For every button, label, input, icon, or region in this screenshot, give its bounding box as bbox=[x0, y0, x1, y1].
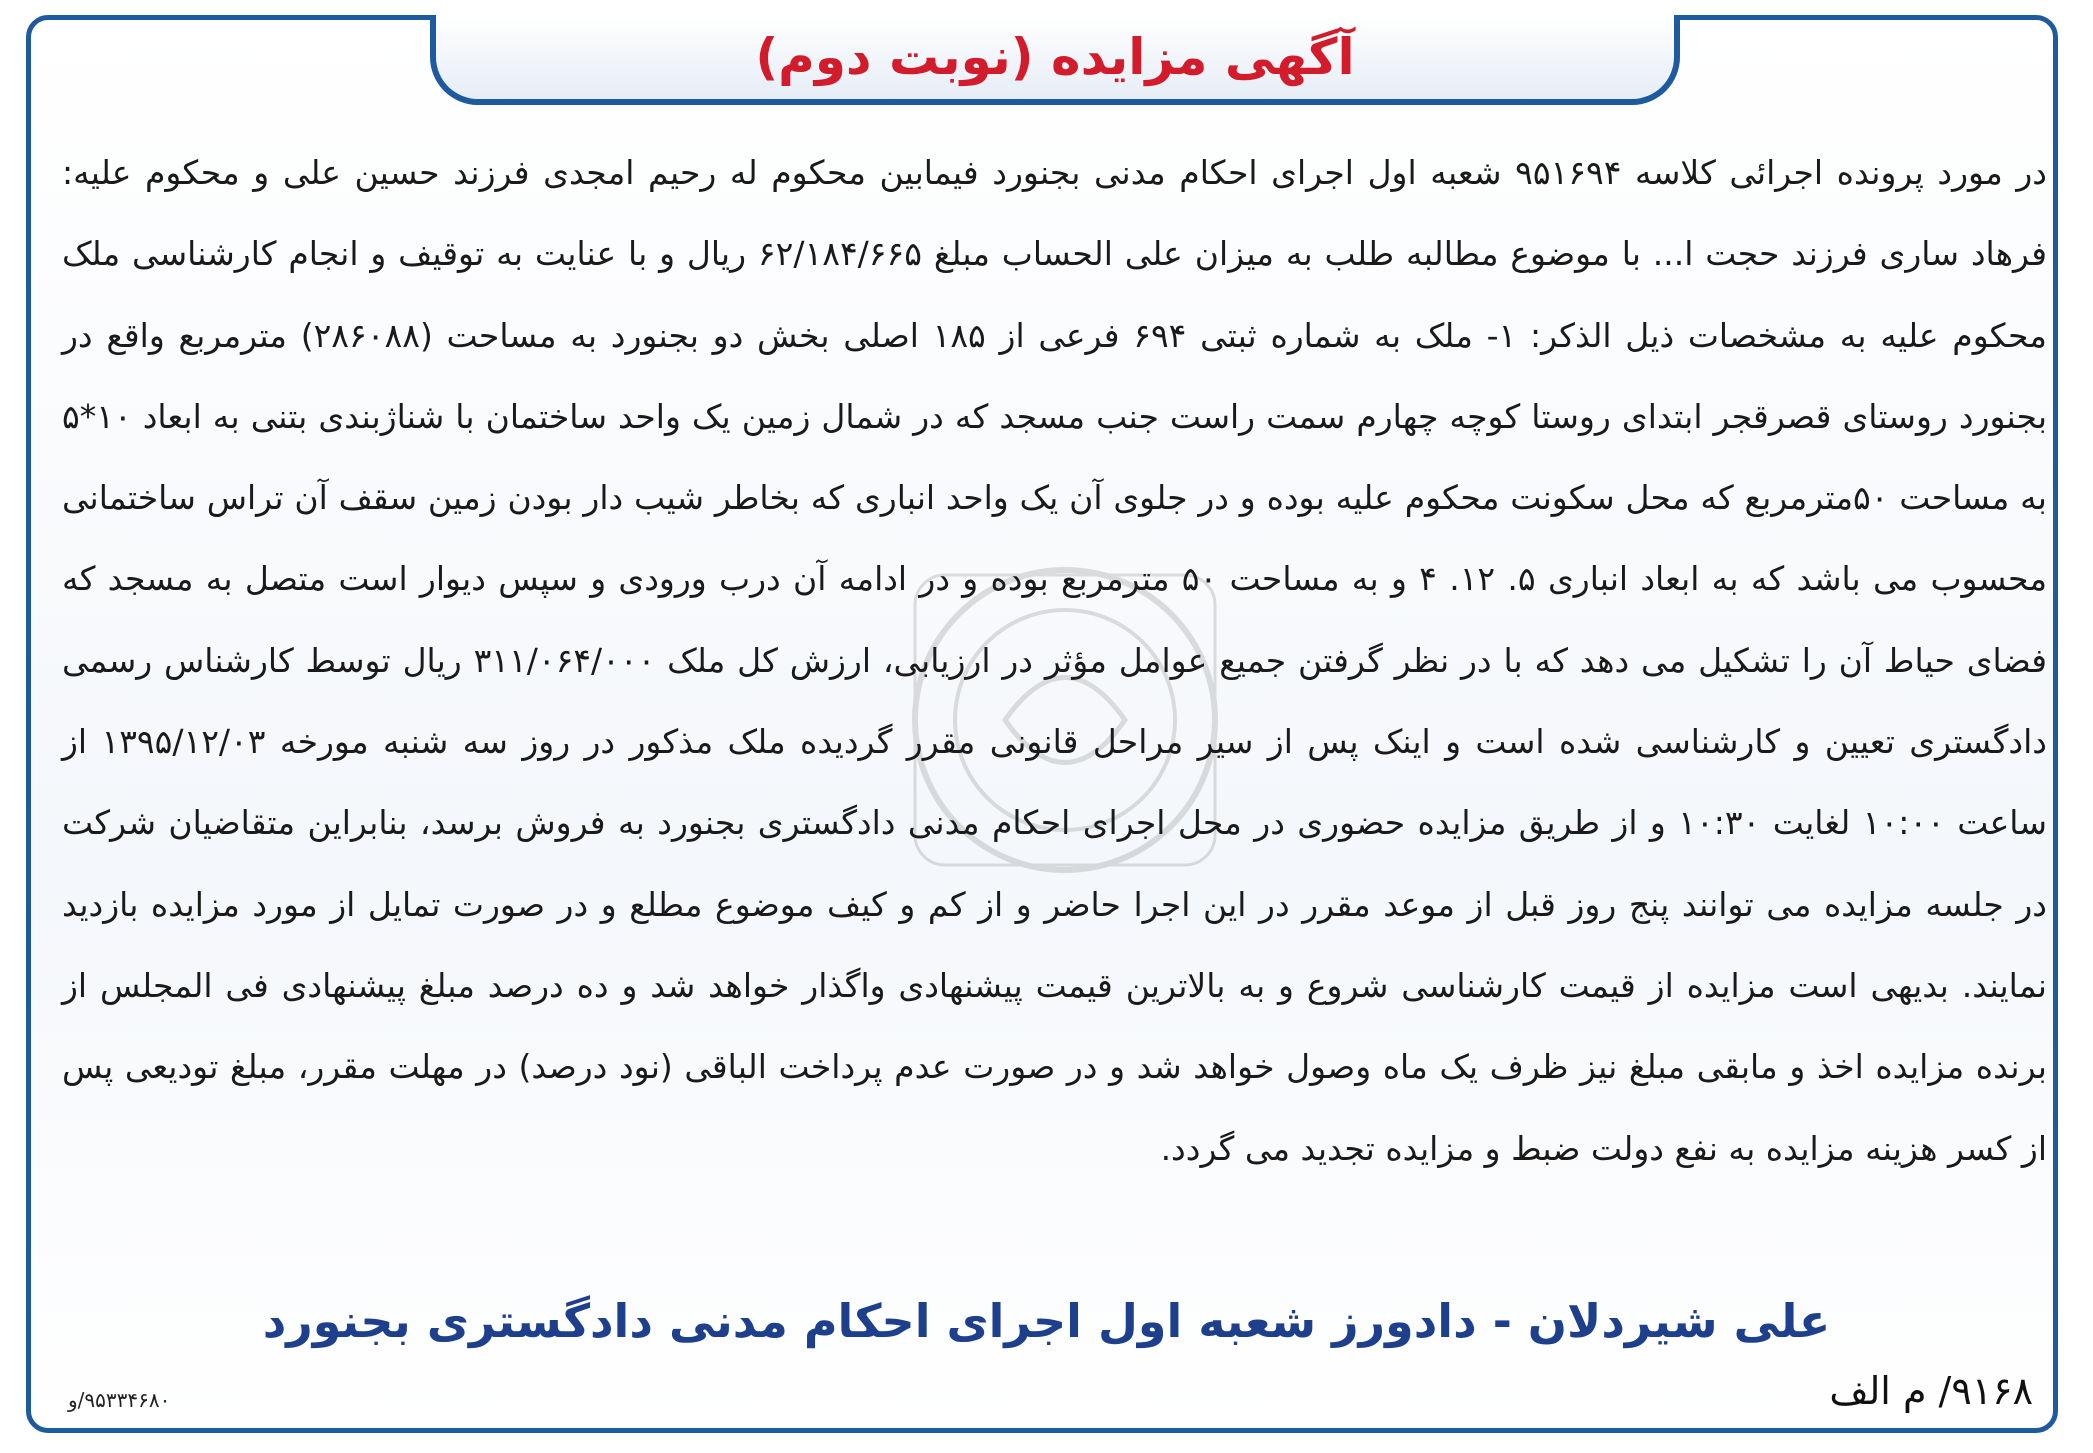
reference-code: ۹۵۳۳۴۶۸۰/و bbox=[68, 1388, 171, 1412]
notice-title: آگهی مزایده (نوبت دوم) bbox=[755, 28, 1355, 86]
title-banner bbox=[430, 15, 1680, 105]
ad-number: ۹۱۶۸/ م الف bbox=[1829, 1369, 2033, 1413]
notice-body: در مورد پرونده اجرائی کلاسه ۹۵۱۶۹۴ شعبه اول اجرای احکام مدنی بجنورد فیمابین محکوم له رحیم امجدی فرزند حسین علی و محکوم علیه: فرهاد ساری فرزند حجت ا... با موضوع مطالبه طلب به میزان علی الحساب مبلغ ۶۲/۱۸۴/۶۶۵ ریال و با عنایت به توقیف و انجام کارشناسی ملک محکوم علیه به مشخصات ذیل الذکر: ۱- ملک به شماره ثبتی ۶۹۴ فرعی از ۱۸۵ اصلی بخش دو بجنورد به مساحت (۲۸۶۰۸۸) مترمربع واقع در بجنورد روستای قصرقجر ابتدای روستا کوچه چهارم سمت راست جنب مسجد که در شمال زمین یک واحد ساختمان با شناژبندی بتنی به ابعاد ۱۰*۵ به مساحت ۵۰مترمربع که محل سکونت محکوم علیه بوده و در جلوی آن یک واحد انباری که بخاطر شیب دار بودن زمین سقف آن تراس ساختمانی محسوب می باشد که به ابعاد انباری ۵. ۱۲. ۴ و به مساحت ۵۰ مترمربع بوده و در ادامه آن درب ورودی و سپس دیوار است متصل به مسجد که فضای حیاط آن را تشکیل می دهد که با در نظر گرفتن جمیع عوامل مؤثر در ارزیابی، ارزش کل ملک ۳۱۱/۰۶۴/۰۰۰ ریال توسط کارشناس رسمی دادگستری تعیین و کارشناسی شده است و اینک پس از سیر مراحل قانونی مقرر گردیده ملک مذکور در روز سه شنبه مورخه ۱۳۹۵/۱۲/۰۳ از ساعت ۱۰:۰۰ لغایت ۱۰:۳۰ و از طریق مزایده حضوری در محل اجرای احکام مدنی دادگستری بجنورد به فروش برسد، بنابراین متقاضیان شرکت در جلسه مزایده می توانند پنج روز قبل از موعد مقرر در این اجرا حاضر و از کم و کیف موضوع مطلع و در صورت تمایل از مورد مزایده بازدید نمایند. بدیهی است مزایده از قیمت کارشناسی شروع و به بالاترین قیمت پیشنهادی واگذار خواهد شد و ده درصد مبلغ پیشنهادی فی المجلس از برنده مزایده اخذ و مابقی مبلغ نیز ظرف یک ماه وصول خواهد شد و در صورت عدم پرداخت الباقی (نود درصد) در مهلت مقرر، مبلغ تودیعی پس از کسر هزینه مزایده به نفع دولت ضبط و مزایده تجدید می گردد. bbox=[62, 153, 2048, 1168]
signature-line: علی شیردلان - دادورز شعبه اول اجرای احکام مدنی دادگستری بجنورد bbox=[262, 1294, 1831, 1348]
